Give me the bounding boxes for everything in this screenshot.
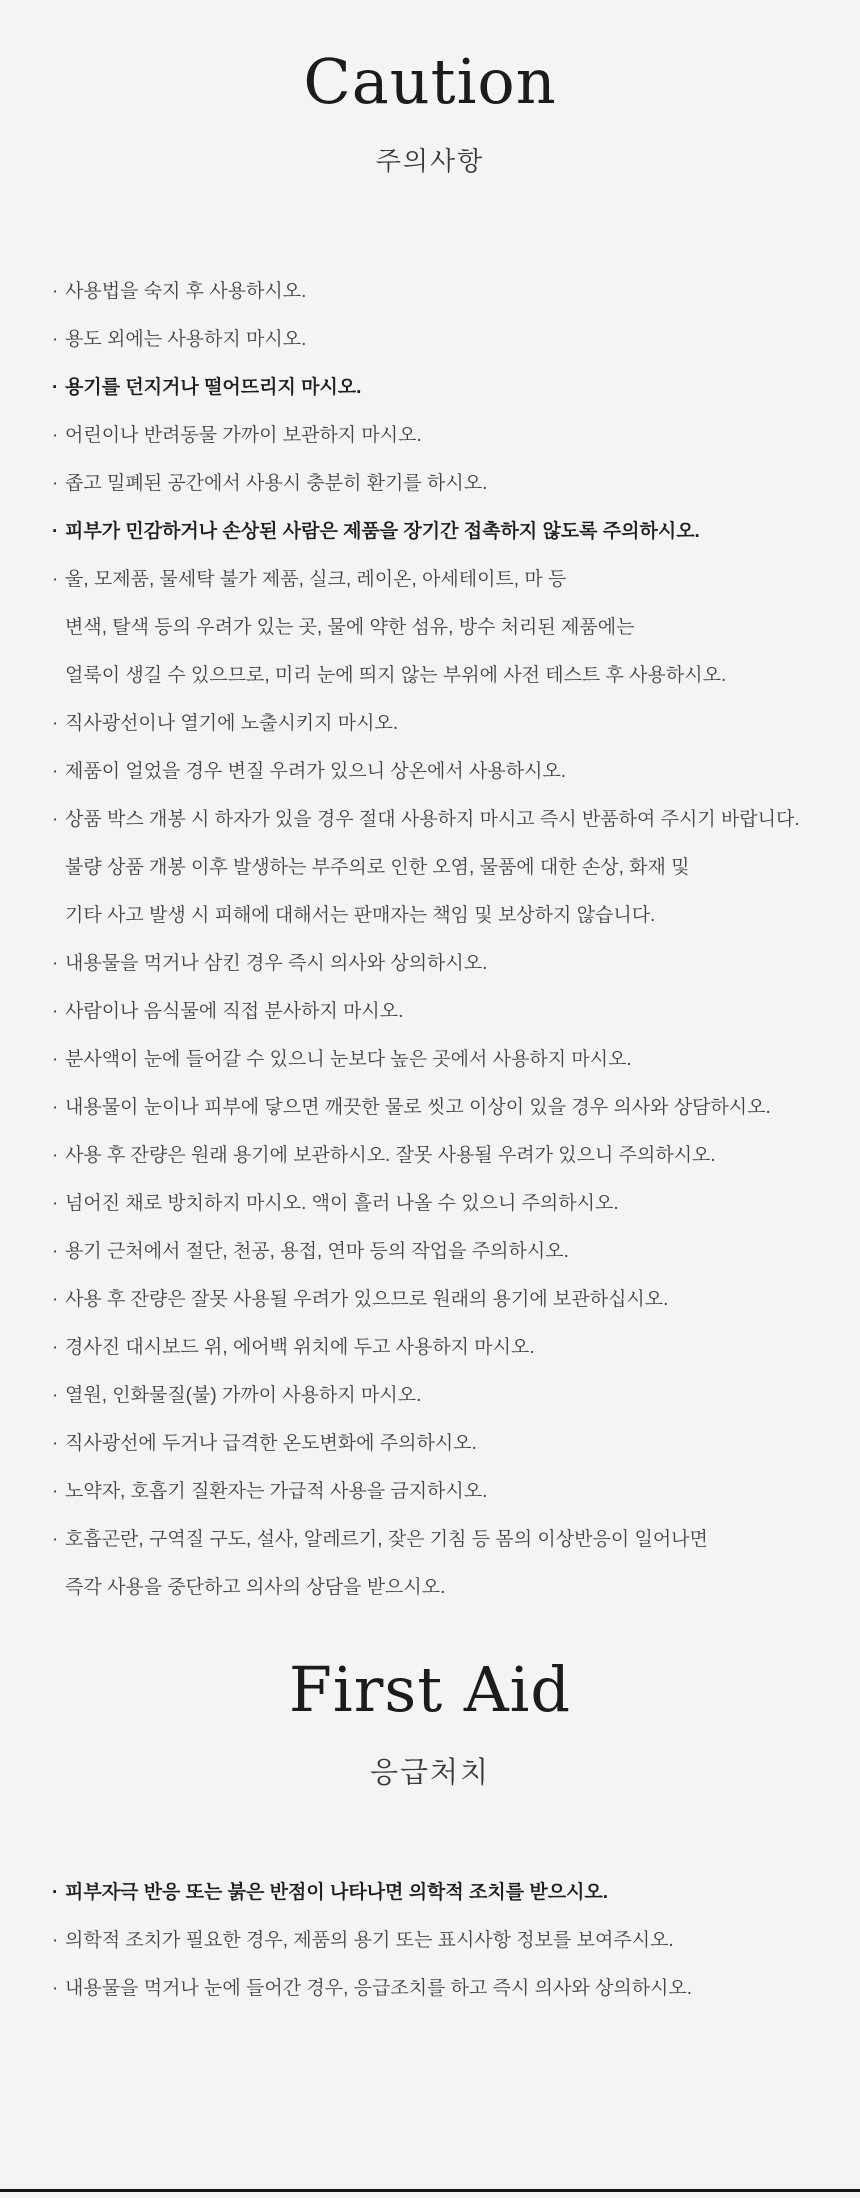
bullet-dot: · [52, 1288, 59, 1310]
first-aid-subtitle: 응급처치 [369, 1757, 491, 1790]
item-text: 직사광선이나 열기에 노출시키지 마시오. [65, 712, 399, 734]
bullet-dot: · [52, 1144, 59, 1166]
caution-item [52, 1372, 840, 1420]
item-text: 내용물을 먹거나 눈에 들어간 경우, 응급조치를 하고 즉시 의사와 상의하시오. [65, 1978, 693, 2000]
bullet-dot: · [52, 472, 59, 494]
caution-item [52, 988, 840, 1036]
item-text: 변색, 탈색 등의 우려가 있는 곳, 물에 약한 섬유, 방수 처리된 제품에는 [65, 616, 635, 638]
caution-item [52, 508, 840, 556]
item-text: 경사진 대시보드 위, 에어백 위치에 두고 사용하지 마시오. [65, 1336, 535, 1358]
bullet-dot: · [52, 1480, 59, 1502]
item-text: 사람이나 음식물에 직접 분사하지 마시오. [65, 1000, 404, 1022]
bullet-dot: · [52, 424, 59, 446]
caution-item [52, 700, 840, 748]
caution-item [52, 940, 840, 988]
first-aid-title: First Aid [288, 1652, 572, 1726]
item-text: 사용 후 잔량은 원래 용기에 보관하시오. 잘못 사용될 우려가 있으니 주의하시오. [65, 1144, 716, 1166]
caution-item [52, 1132, 840, 1180]
caution-item [52, 1084, 840, 1132]
caution-item-continuation [52, 844, 840, 892]
item-text: 좁고 밀폐된 공간에서 사용시 충분히 환기를 하시오. [65, 472, 488, 494]
item-text: 피부자극 반응 또는 붉은 반점이 나타나면 의학적 조치를 받으시오. [65, 1882, 609, 1904]
caution-item [52, 1324, 840, 1372]
caution-item [52, 316, 840, 364]
item-text: 피부가 민감하거나 손상된 사람은 제품을 장기간 접촉하지 않도록 주의하시오. [65, 520, 700, 542]
caution-item-continuation [52, 604, 840, 652]
item-text: 호흡곤란, 구역질 구도, 설사, 알레르기, 잦은 기침 등 몸의 이상반응이 일어나면 [65, 1528, 708, 1550]
bullet-dot: · [52, 1048, 59, 1070]
caution-item [52, 1180, 840, 1228]
caution-subtitle: 주의사항 [375, 145, 485, 176]
first-aid-header [0, 1650, 860, 1792]
caution-item [52, 556, 840, 604]
bullet-dot: · [52, 1000, 59, 1022]
bullet-dot: · [52, 328, 59, 350]
bottom-divider [0, 2189, 860, 2192]
item-text: 내용물이 눈이나 피부에 닿으면 깨끗한 물로 씻고 이상이 있을 경우 의사와 상담하시오. [65, 1096, 771, 1118]
bullet-dot: · [52, 952, 59, 974]
bullet-dot: · [52, 1978, 59, 2000]
caution-item-continuation [52, 892, 840, 940]
bullet-dot: · [52, 1336, 59, 1358]
item-text: 용도 외에는 사용하지 마시오. [65, 328, 307, 350]
caution-item [52, 412, 840, 460]
bullet-dot: · [52, 712, 59, 734]
caution-item [52, 1036, 840, 1084]
item-text: 분사액이 눈에 들어갈 수 있으니 눈보다 높은 곳에서 사용하지 마시오. [65, 1048, 632, 1070]
caution-item [52, 1228, 840, 1276]
item-text: 기타 사고 발생 시 피해에 대해서는 판매자는 책임 및 보상하지 않습니다. [65, 904, 656, 926]
caution-item [52, 364, 840, 412]
first-aid-item [52, 1869, 840, 1917]
caution-item [52, 1420, 840, 1468]
bullet-dot: · [52, 1882, 59, 1904]
bullet-dot: · [52, 1930, 59, 1952]
caution-item [52, 1468, 840, 1516]
bullet-dot: · [52, 760, 59, 782]
item-text: 의학적 조치가 필요한 경우, 제품의 용기 또는 표시사항 정보를 보여주시오. [65, 1930, 674, 1952]
bullet-dot: · [52, 568, 59, 590]
bullet-dot: · [52, 808, 59, 830]
first-aid-item [52, 1965, 840, 2013]
item-text: 사용 후 잔량은 잘못 사용될 우려가 있으므로 원래의 용기에 보관하십시오. [65, 1288, 669, 1310]
item-text: 얼룩이 생길 수 있으므로, 미리 눈에 띄지 않는 부위에 사전 테스트 후 사용하시오. [65, 664, 727, 686]
item-text: 제품이 얼었을 경우 변질 우려가 있으니 상온에서 사용하시오. [65, 760, 567, 782]
bullet-dot: · [52, 376, 59, 398]
caution-item-continuation [52, 1564, 840, 1612]
bullet-dot: · [52, 1384, 59, 1406]
item-text: 사용법을 숙지 후 사용하시오. [65, 280, 307, 302]
first-aid-item [52, 1917, 840, 1965]
item-text: 열원, 인화물질(불) 가까이 사용하지 마시오. [65, 1384, 422, 1406]
bullet-dot: · [52, 280, 59, 302]
item-text: 상품 박스 개봉 시 하자가 있을 경우 절대 사용하지 마시고 즉시 반품하여 주시기 바랍니다. [65, 808, 800, 830]
item-text: 직사광선에 두거나 급격한 온도변화에 주의하시오. [65, 1432, 477, 1454]
item-text: 불량 상품 개봉 이후 발생하는 부주의로 인한 오염, 물품에 대한 손상, 화재 및 [65, 856, 690, 878]
caution-header [0, 0, 860, 178]
item-text: 용기를 던지거나 떨어뜨리지 마시오. [65, 376, 362, 398]
caution-title: Caution [303, 45, 557, 118]
caution-list [0, 268, 860, 1612]
bullet-dot: · [52, 1240, 59, 1262]
caution-item [52, 748, 840, 796]
caution-item [52, 1516, 840, 1564]
caution-item [52, 796, 840, 844]
caution-item-continuation [52, 652, 840, 700]
item-text: 노약자, 호흡기 질환자는 가급적 사용을 금지하시오. [65, 1480, 488, 1502]
bullet-dot: · [52, 520, 59, 542]
caution-item [52, 1276, 840, 1324]
caution-item [52, 268, 840, 316]
bullet-dot: · [52, 1528, 59, 1550]
item-text: 용기 근처에서 절단, 천공, 용접, 연마 등의 작업을 주의하시오. [65, 1240, 569, 1262]
bullet-dot: · [52, 1096, 59, 1118]
item-text: 즉각 사용을 중단하고 의사의 상담을 받으시오. [65, 1576, 446, 1598]
item-text: 울, 모제품, 물세탁 불가 제품, 실크, 레이온, 아세테이트, 마 등 [65, 568, 567, 590]
item-text: 내용물을 먹거나 삼킨 경우 즉시 의사와 상의하시오. [65, 952, 488, 974]
item-text: 어린이나 반려동물 가까이 보관하지 마시오. [65, 424, 422, 446]
item-text: 넘어진 채로 방치하지 마시오. 액이 흘러 나올 수 있으니 주의하시오. [65, 1192, 619, 1214]
caution-item [52, 460, 840, 508]
first-aid-list [0, 1869, 860, 2013]
bullet-dot: · [52, 1432, 59, 1454]
bullet-dot: · [52, 1192, 59, 1214]
